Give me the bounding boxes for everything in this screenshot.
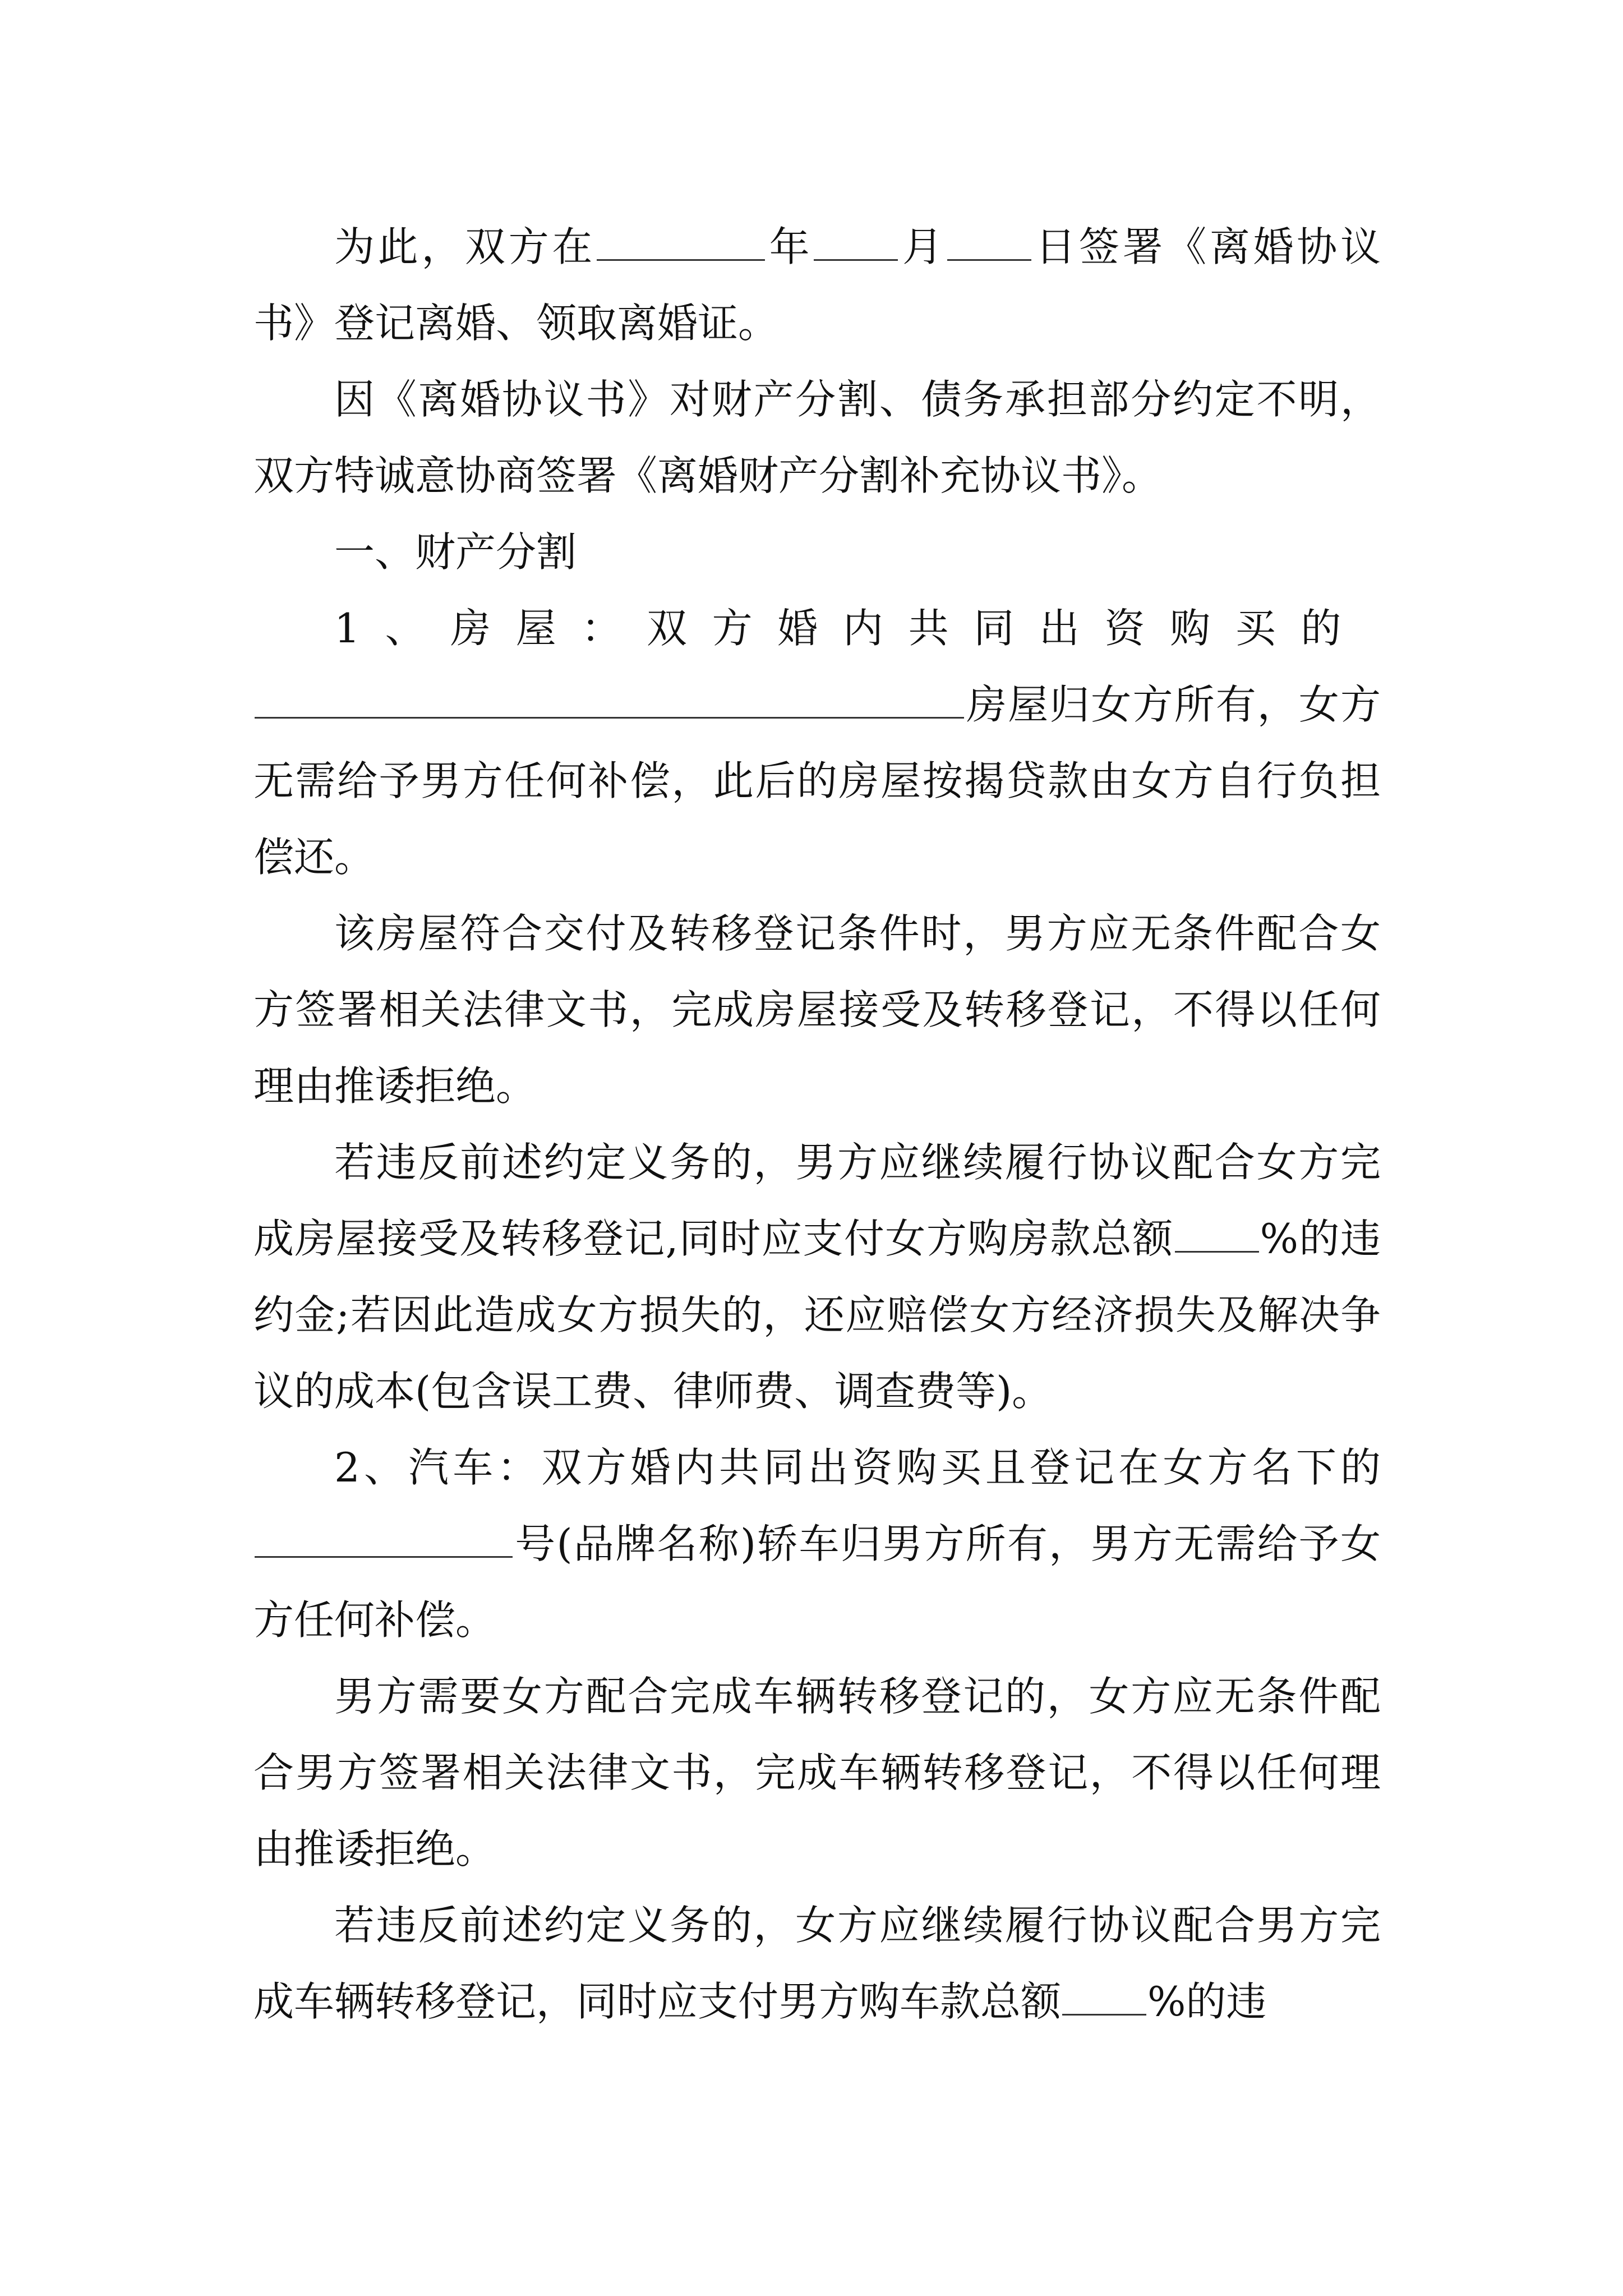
paragraph-house-penalty (253, 1124, 1381, 1429)
text-segment: 号(品牌名称)轿车归男方所有，男方无需给予女方任何补偿。 (253, 1520, 1381, 1644)
blank-percentage (1062, 1977, 1146, 2016)
text-segment: 为此，双方在 (334, 223, 596, 270)
paragraph-car-transfer: 男方需要女方配合完成车辆转移登记的，女方应无条件配合男方签署相关法律文书，完成车辆转移登记，不得以任何理由推诿拒绝。 (253, 1673, 1381, 1872)
text-segment: 1、房屋：双方婚内共同出资购买的 (334, 605, 1367, 652)
paragraph-house-terms (253, 666, 1381, 895)
text-segment: 若违反前述约定义务的，男方应继续履行协议配合女方完成房屋接受及转移登记,同时应支付女方购房款总额 (253, 1139, 1381, 1262)
paragraph-car-penalty (253, 1887, 1381, 2040)
paragraph-signing-date (253, 209, 1381, 361)
text-segment: %的违约金;若因此造成女方损失的，还应赔偿女方经济损失及解决争议的成本(包含误工费、律师费、调查费等)。 (253, 1215, 1381, 1415)
paragraph-house-transfer: 该房屋符合交付及转移登记条件时，男方应无条件配合女方签署相关法律文书，完成房屋接受及转移登记，不得以任何理由推诿拒绝。 (253, 910, 1381, 1110)
document-body (253, 209, 1381, 2040)
blank-plate-number (255, 1520, 513, 1558)
paragraph-house-intro (253, 590, 1381, 666)
paragraph-purpose: 因《离婚协议书》对财产分割、债务承担部分约定不明，双方特诚意协商签署《离婚财产分割补充协议书》。 (253, 376, 1381, 499)
blank-percentage (1175, 1214, 1259, 1253)
text-segment: 若违反前述约定义务的，女方应继续履行协议配合男方完成车辆转移登记，同时应支付男方购车款总额 (253, 1902, 1381, 2025)
text-segment: 2、汽车：双方婚内共同出资购买且登记在女方名下的 (334, 1444, 1381, 1491)
text-segment: 房屋归女方所有，女方无需给予男方任何补偿，此后的房屋按揭贷款由女方自行负担偿还。 (253, 681, 1381, 881)
blank-year (597, 223, 765, 261)
text-segment: %的违 (1147, 1978, 1267, 2025)
text-segment: 日签署《离婚协议书》登记离婚、领取离婚证。 (253, 223, 1381, 347)
text-segment: 月 (899, 223, 946, 270)
blank-day (947, 223, 1031, 261)
section-heading-property-division: 一、财产分割 (334, 528, 577, 576)
text-segment: 年 (766, 223, 813, 270)
paragraph-car (253, 1429, 1381, 1658)
blank-month (814, 223, 898, 261)
blank-house-address (255, 680, 964, 719)
